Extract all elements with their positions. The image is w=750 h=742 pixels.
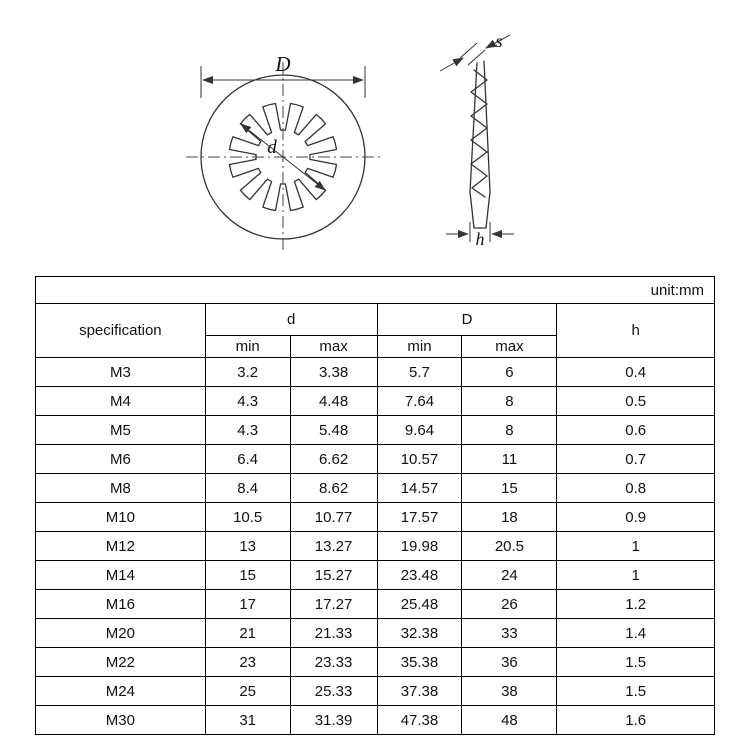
value-cell: 25.48 <box>377 590 462 619</box>
spec-cell: M6 <box>36 445 206 474</box>
value-cell: 47.38 <box>377 706 462 735</box>
value-cell: 25.33 <box>290 677 377 706</box>
value-cell: 15 <box>205 561 290 590</box>
spec-cell: M12 <box>36 532 206 561</box>
value-cell: 18 <box>462 503 557 532</box>
value-cell: 31 <box>205 706 290 735</box>
table-body <box>36 358 715 735</box>
value-cell: 17.27 <box>290 590 377 619</box>
subheader-D-min: min <box>377 336 462 358</box>
table-row <box>36 590 715 619</box>
side-profile-left-edge <box>470 63 477 228</box>
table-row <box>36 474 715 503</box>
D-dimension-label: D <box>275 52 291 76</box>
spec-table-container <box>35 276 715 735</box>
value-cell: 0.7 <box>557 445 715 474</box>
value-cell: 10.77 <box>290 503 377 532</box>
value-cell: 4.48 <box>290 387 377 416</box>
side-profile-right-edge <box>484 61 490 228</box>
table-row <box>36 358 715 387</box>
spec-cell: M16 <box>36 590 206 619</box>
col-header-d: d <box>205 304 377 336</box>
col-header-D: D <box>377 304 557 336</box>
d-dimension-label: d <box>267 137 277 158</box>
col-header-h: h <box>557 304 715 358</box>
value-cell: 25 <box>205 677 290 706</box>
value-cell: 48 <box>462 706 557 735</box>
table-row <box>36 706 715 735</box>
value-cell: 19.98 <box>377 532 462 561</box>
value-cell: 0.9 <box>557 503 715 532</box>
value-cell: 15 <box>462 474 557 503</box>
table-row <box>36 387 715 416</box>
value-cell: 1.6 <box>557 706 715 735</box>
spec-cell: M4 <box>36 387 206 416</box>
header-group-row <box>36 304 715 336</box>
value-cell: 3.38 <box>290 358 377 387</box>
subheader-d-max: max <box>290 336 377 358</box>
value-cell: 38 <box>462 677 557 706</box>
value-cell: 13.27 <box>290 532 377 561</box>
value-cell: 13 <box>205 532 290 561</box>
value-cell: 24 <box>462 561 557 590</box>
spec-cell: M8 <box>36 474 206 503</box>
table-row <box>36 648 715 677</box>
h-dimension-label: h <box>475 229 485 249</box>
value-cell: 8 <box>462 416 557 445</box>
value-cell: 0.5 <box>557 387 715 416</box>
spec-cell: M3 <box>36 358 206 387</box>
value-cell: 1.2 <box>557 590 715 619</box>
spec-cell: M5 <box>36 416 206 445</box>
subheader-D-max: max <box>462 336 557 358</box>
table-row <box>36 445 715 474</box>
value-cell: 23 <box>205 648 290 677</box>
value-cell: 32.38 <box>377 619 462 648</box>
value-cell: 5.7 <box>377 358 462 387</box>
washer-side-view <box>440 31 514 249</box>
spec-cell: M30 <box>36 706 206 735</box>
table-row <box>36 532 715 561</box>
value-cell: 17 <box>205 590 290 619</box>
subheader-d-min: min <box>205 336 290 358</box>
unit-label: unit:mm <box>36 277 715 304</box>
unit-row <box>36 277 715 304</box>
value-cell: 0.8 <box>557 474 715 503</box>
value-cell: 6.62 <box>290 445 377 474</box>
spec-cell: M10 <box>36 503 206 532</box>
value-cell: 4.3 <box>205 416 290 445</box>
value-cell: 1 <box>557 532 715 561</box>
value-cell: 10.57 <box>377 445 462 474</box>
washer-front-view <box>186 52 380 252</box>
spec-cell: M24 <box>36 677 206 706</box>
table-row <box>36 677 715 706</box>
value-cell: 0.4 <box>557 358 715 387</box>
spec-cell: M14 <box>36 561 206 590</box>
value-cell: 1 <box>557 561 715 590</box>
value-cell: 14.57 <box>377 474 462 503</box>
value-cell: 10.5 <box>205 503 290 532</box>
value-cell: 6.4 <box>205 445 290 474</box>
value-cell: 11 <box>462 445 557 474</box>
s-face-line-outer <box>460 43 477 58</box>
value-cell: 1.5 <box>557 677 715 706</box>
washer-technical-drawing <box>0 0 750 268</box>
value-cell: 1.5 <box>557 648 715 677</box>
s-dimension-arrow-left <box>440 58 463 71</box>
spec-cell: M20 <box>36 619 206 648</box>
value-cell: 36 <box>462 648 557 677</box>
value-cell: 21.33 <box>290 619 377 648</box>
value-cell: 4.3 <box>205 387 290 416</box>
table-row <box>36 561 715 590</box>
value-cell: 31.39 <box>290 706 377 735</box>
value-cell: 6 <box>462 358 557 387</box>
value-cell: 17.57 <box>377 503 462 532</box>
value-cell: 15.27 <box>290 561 377 590</box>
value-cell: 35.38 <box>377 648 462 677</box>
value-cell: 7.64 <box>377 387 462 416</box>
value-cell: 9.64 <box>377 416 462 445</box>
value-cell: 0.6 <box>557 416 715 445</box>
value-cell: 26 <box>462 590 557 619</box>
spec-table <box>35 276 715 735</box>
col-header-specification: specification <box>36 304 206 358</box>
value-cell: 37.38 <box>377 677 462 706</box>
table-row <box>36 619 715 648</box>
value-cell: 5.48 <box>290 416 377 445</box>
table-row <box>36 416 715 445</box>
value-cell: 3.2 <box>205 358 290 387</box>
value-cell: 8 <box>462 387 557 416</box>
s-dimension-label: s <box>495 31 503 51</box>
value-cell: 23.33 <box>290 648 377 677</box>
spec-cell: M22 <box>36 648 206 677</box>
table-row <box>36 503 715 532</box>
value-cell: 23.48 <box>377 561 462 590</box>
value-cell: 8.4 <box>205 474 290 503</box>
value-cell: 21 <box>205 619 290 648</box>
value-cell: 8.62 <box>290 474 377 503</box>
value-cell: 1.4 <box>557 619 715 648</box>
value-cell: 20.5 <box>462 532 557 561</box>
value-cell: 33 <box>462 619 557 648</box>
